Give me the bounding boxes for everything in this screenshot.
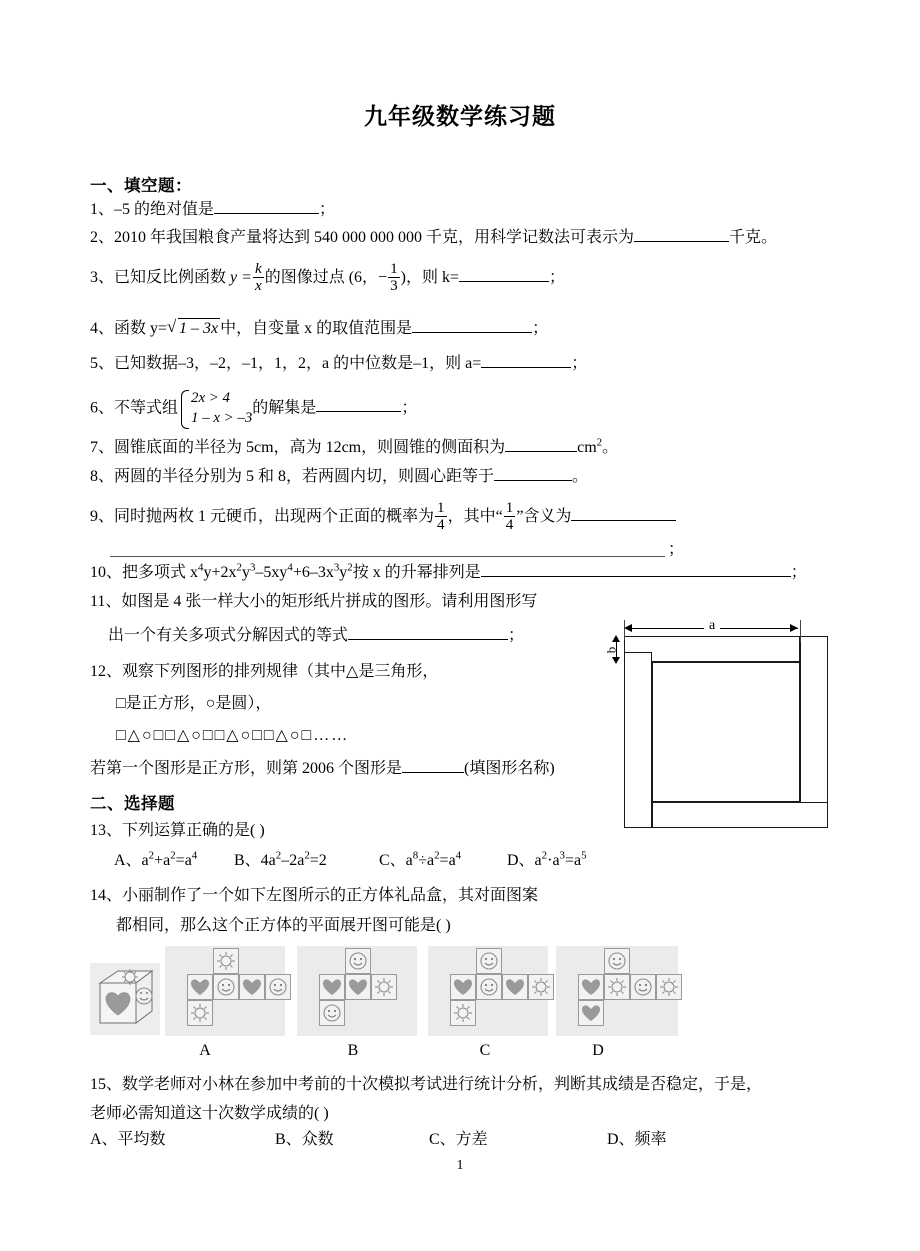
heart-icon bbox=[581, 977, 601, 997]
section-header-fill-in: 一、填空题： bbox=[90, 176, 192, 195]
question-13-options bbox=[114, 851, 587, 871]
question-12-text-line3: 若第一个图形是正方形，则第 2006 个图形是 bbox=[90, 760, 403, 777]
net-d-cell-heart-bottom bbox=[578, 1000, 604, 1026]
smiley-icon bbox=[479, 977, 499, 997]
question-15-options bbox=[90, 1130, 667, 1150]
figure-inner-square-outline bbox=[652, 662, 800, 802]
question-11-line1 bbox=[90, 592, 537, 612]
question-12-text-line1: 观察下列图形的排列规律（其中△是三角形， bbox=[122, 663, 439, 680]
question-15-number: 15、 bbox=[90, 1076, 123, 1093]
net-d-cell-sun-1 bbox=[604, 974, 630, 1000]
question-10 bbox=[90, 562, 807, 583]
figure-rect-left bbox=[624, 652, 652, 828]
figure-rect-bottom bbox=[652, 802, 828, 828]
net-c-cell-sun-bottom bbox=[450, 1000, 476, 1026]
question-8-suffix: 。 bbox=[572, 468, 589, 485]
net-a-cell-heart-1 bbox=[187, 974, 213, 1000]
cube-svg bbox=[90, 963, 160, 1035]
smiley-icon bbox=[633, 977, 653, 997]
heart-icon bbox=[322, 977, 342, 997]
question-10-answer-blank[interactable] bbox=[481, 562, 791, 577]
net-c-cell-sun-right bbox=[528, 974, 554, 1000]
net-b-cell-heart-1 bbox=[319, 974, 345, 1000]
page-number: 1 bbox=[456, 1158, 464, 1173]
smiley-icon bbox=[348, 951, 368, 971]
option-label-a: A bbox=[199, 1042, 211, 1059]
question-10-text-mid: 按 x 的升幂排列是 bbox=[352, 564, 481, 581]
heart-icon bbox=[190, 977, 210, 997]
cube-net-option-c[interactable] bbox=[428, 946, 548, 1036]
question-3-answer-blank[interactable] bbox=[459, 267, 549, 282]
question-13-number: 13、 bbox=[90, 822, 123, 839]
question-11-answer-blank[interactable] bbox=[348, 625, 508, 640]
heart-icon bbox=[242, 977, 262, 997]
question-11-text-line1: 如图是 4 张一样大小的矩形纸片拼成的图形。请利用图形写 bbox=[121, 593, 538, 610]
question-13-text: 下列运算正确的是( ) bbox=[122, 822, 265, 839]
question-15-line1 bbox=[90, 1075, 762, 1095]
question-4-suffix: ； bbox=[532, 320, 549, 337]
net-a-cell-smiley-1 bbox=[213, 974, 239, 1000]
net-c-cell-smiley-mid bbox=[476, 974, 502, 1000]
heart-icon bbox=[581, 1003, 601, 1023]
net-d-cell-sun-2 bbox=[656, 974, 682, 1000]
page-title: 九年级数学练习题 bbox=[364, 104, 556, 129]
net-b-cell-sun bbox=[371, 974, 397, 1000]
question-15-option-a[interactable]: A、平均数 bbox=[90, 1131, 166, 1148]
question-3 bbox=[90, 261, 565, 293]
question-14-line1 bbox=[90, 886, 538, 906]
net-b-cell-smiley-bottom bbox=[319, 1000, 345, 1026]
question-2-answer-blank[interactable] bbox=[634, 227, 729, 242]
question-15-text-line1: 数学老师对小林在参加中考前的十次模拟考试进行统计分析，判断其成绩是否稳定，于是， bbox=[122, 1076, 763, 1093]
question-6-suffix: ； bbox=[401, 399, 418, 417]
sun-icon bbox=[453, 1003, 473, 1023]
option-label-c: C bbox=[479, 1042, 491, 1059]
net-a-cell-sun-bottom bbox=[187, 1000, 213, 1026]
question-5-answer-blank[interactable] bbox=[481, 353, 571, 368]
figure-rect-right bbox=[800, 636, 828, 812]
heart-icon bbox=[505, 977, 525, 997]
question-13-stem bbox=[90, 821, 265, 841]
question-5-suffix: ； bbox=[571, 355, 588, 372]
question-12-suffix: (填图形名称) bbox=[464, 760, 555, 777]
heart-icon bbox=[453, 977, 473, 997]
question-8 bbox=[90, 466, 588, 487]
smiley-icon bbox=[322, 1003, 342, 1023]
question-4-number: 4、 bbox=[90, 320, 115, 337]
figure-arrow-right-icon bbox=[790, 624, 798, 632]
question-1 bbox=[90, 199, 335, 220]
question-9-text: 同时抛两枚 1 元硬币，出现两个正面的概率为 bbox=[114, 507, 435, 525]
question-6-inequality-system: 2x > 4 1 – x > –3 bbox=[178, 389, 252, 428]
net-a-cell-smiley-2 bbox=[265, 974, 291, 1000]
question-2-suffix: 千克。 bbox=[729, 229, 778, 246]
question-7-suffix: 。 bbox=[602, 439, 619, 456]
question-2-number: 2、 bbox=[90, 229, 115, 246]
question-12-answer-blank[interactable] bbox=[402, 758, 464, 773]
question-11-text-line2: 出一个有关多项式分解因式的等式 bbox=[108, 627, 349, 644]
sun-icon bbox=[659, 977, 679, 997]
sun-icon bbox=[216, 951, 236, 971]
question-3-sign: − bbox=[378, 268, 388, 286]
question-6-answer-blank[interactable] bbox=[316, 397, 401, 412]
sun-icon bbox=[531, 977, 551, 997]
question-12-shape-sequence: □△○□□△○□□△○□□△○□…… bbox=[116, 727, 350, 744]
question-10-suffix: ； bbox=[790, 564, 807, 581]
question-12-number: 12、 bbox=[90, 663, 123, 680]
question-7 bbox=[90, 437, 618, 458]
question-3-text-mid2: )，则 k= bbox=[400, 268, 460, 286]
question-1-number: 1、 bbox=[90, 201, 115, 218]
question-9-answer-blank[interactable] bbox=[571, 506, 676, 521]
sun-icon bbox=[374, 977, 394, 997]
question-10-expression: $x^4y+2x^2y^3-5xy^4+6-3x^3y^2$ bbox=[190, 561, 353, 581]
figure-arrow-left-icon bbox=[624, 624, 632, 632]
question-15-line2: 老师必需知道这十次数学成绩的( ) bbox=[90, 1105, 329, 1122]
question-4-square-root: √ 1 – 3x bbox=[167, 318, 220, 339]
question-15-option-c[interactable]: C、方差 bbox=[429, 1131, 488, 1148]
smiley-icon bbox=[479, 951, 499, 971]
question-7-answer-blank[interactable] bbox=[505, 437, 577, 452]
sun-icon bbox=[190, 1003, 210, 1023]
cube-gift-box-illustration bbox=[90, 963, 160, 1035]
question-3-suffix: ； bbox=[549, 268, 566, 286]
question-14-number: 14、 bbox=[90, 887, 123, 904]
question-12-line1 bbox=[90, 662, 438, 682]
question-3-function: y = bbox=[230, 268, 252, 286]
question-4-text: 函数 y= bbox=[114, 320, 168, 337]
net-d-cell-smiley-top bbox=[604, 948, 630, 974]
question-10-text-prefix: 把多项式 bbox=[122, 564, 191, 581]
net-c-cell-heart-2 bbox=[502, 974, 528, 1000]
question-6-text: 不等式组 bbox=[114, 399, 179, 417]
cube-net-option-b[interactable] bbox=[297, 946, 417, 1036]
question-9-number: 9、 bbox=[90, 507, 115, 525]
question-3-fraction-k-over-x: $\frac{k}{x}$ bbox=[254, 260, 262, 294]
question-11-number: 11、 bbox=[90, 593, 122, 610]
question-1-text: –5 的绝对值是 bbox=[114, 201, 215, 218]
heart-icon bbox=[348, 977, 368, 997]
question-5-text: 已知数据–3，–2，–1，1，2，a 的中位数是–1，则 a= bbox=[114, 355, 482, 372]
question-13-option-d[interactable]: D、$a^2\cdot a^3=a^5$ bbox=[507, 849, 587, 869]
question-13-option-a[interactable]: A、$a^2+a^2=a^4$ bbox=[114, 849, 198, 869]
question-13-option-b[interactable]: B、$4a^2-2a^2=2$ bbox=[234, 849, 327, 869]
figure-arrow-down-icon bbox=[612, 657, 620, 664]
question-5 bbox=[90, 353, 587, 374]
smiley-icon bbox=[607, 951, 627, 971]
question-4 bbox=[90, 318, 548, 339]
question-1-suffix: ； bbox=[319, 201, 336, 218]
question-9-answer-blank-line2[interactable] bbox=[110, 556, 665, 557]
question-8-number: 8、 bbox=[90, 468, 115, 485]
option-label-b: B bbox=[347, 1042, 359, 1059]
net-a-cell-heart-2 bbox=[239, 974, 265, 1000]
net-b-cell-smiley-top bbox=[345, 948, 371, 974]
figure-label-b: b bbox=[603, 646, 619, 654]
net-b-cell-heart-2 bbox=[345, 974, 371, 1000]
question-9-suffix: ； bbox=[668, 541, 685, 558]
question-15-option-d[interactable]: D、频率 bbox=[607, 1131, 667, 1148]
net-a-cell-sun-top bbox=[213, 948, 239, 974]
question-8-text: 两圆的半径分别为 5 和 8，若两圆内切，则圆心距等于 bbox=[114, 468, 495, 485]
question-2-text: 2010 年我国粮食产量将达到 540 000 000 000 千克，用科学记数法可表示为 bbox=[114, 229, 635, 246]
question-10-number: 10、 bbox=[90, 564, 123, 581]
question-7-number: 7、 bbox=[90, 439, 115, 456]
question-11-suffix: ； bbox=[508, 627, 525, 644]
question-11-figure bbox=[603, 618, 830, 830]
question-6-number: 6、 bbox=[90, 399, 115, 417]
smiley-icon bbox=[268, 977, 288, 997]
net-c-cell-heart-1 bbox=[450, 974, 476, 1000]
question-8-answer-blank[interactable] bbox=[494, 466, 572, 481]
question-15-option-b[interactable]: B、众数 bbox=[275, 1131, 334, 1148]
smiley-icon bbox=[216, 977, 236, 997]
option-label-d: D bbox=[592, 1042, 604, 1059]
question-3-text: 已知反比例函数 bbox=[114, 268, 227, 286]
sun-icon bbox=[607, 977, 627, 997]
question-14-line2: 都相同，那么这个正方体的平面展开图可能是( ) bbox=[116, 917, 451, 934]
question-1-answer-blank[interactable] bbox=[214, 199, 319, 214]
figure-arrow-up-icon bbox=[612, 635, 620, 642]
figure-label-a: a bbox=[704, 618, 720, 634]
cube-net-option-d[interactable] bbox=[556, 946, 678, 1036]
question-6 bbox=[90, 389, 417, 428]
net-d-cell-smiley-mid bbox=[630, 974, 656, 1000]
question-14-text-line1: 小丽制作了一个如下左图所示的正方体礼品盒，其对面图案 bbox=[122, 887, 539, 904]
net-c-cell-smiley-top bbox=[476, 948, 502, 974]
question-12-line2: □是正方形，○是圆）， bbox=[116, 695, 272, 712]
question-13-option-c[interactable]: C、$a^8\div a^2=a^4$ bbox=[379, 849, 462, 869]
net-d-cell-heart-1 bbox=[578, 974, 604, 1000]
question-4-text-mid: 中，自变量 x 的取值范围是 bbox=[220, 320, 413, 337]
question-6-text-mid: 的解集是 bbox=[252, 399, 317, 417]
question-9-text-mid: ，其中“ bbox=[447, 507, 503, 525]
question-9 bbox=[90, 500, 676, 532]
figure-extension-right bbox=[800, 620, 801, 642]
question-5-number: 5、 bbox=[90, 355, 115, 372]
question-3-text-mid: 的图像过点 (6， bbox=[264, 268, 379, 286]
question-9-text-mid2: ”含义为 bbox=[516, 507, 572, 525]
cube-net-option-a[interactable] bbox=[165, 946, 285, 1036]
question-9-fraction-one-quarter-1: $\frac{1}{4}$ bbox=[437, 499, 445, 533]
question-3-number: 3、 bbox=[90, 268, 115, 286]
question-7-text: 圆锥底面的半径为 5cm，高为 12cm，则圆锥的侧面积为 bbox=[114, 439, 506, 456]
question-7-unit: cm bbox=[577, 439, 597, 456]
question-11-line2 bbox=[108, 625, 524, 646]
question-3-fraction-one-third: $\frac{1}{3}$ bbox=[390, 260, 398, 294]
section-header-multiple-choice: 二、选择题 bbox=[90, 794, 175, 813]
question-7-unit-exponent: 2 bbox=[596, 436, 603, 449]
question-2 bbox=[90, 227, 777, 248]
question-4-answer-blank[interactable] bbox=[412, 318, 532, 333]
question-12-line3 bbox=[90, 758, 555, 779]
question-9-fraction-one-quarter-2: $\frac{1}{4}$ bbox=[505, 499, 514, 533]
